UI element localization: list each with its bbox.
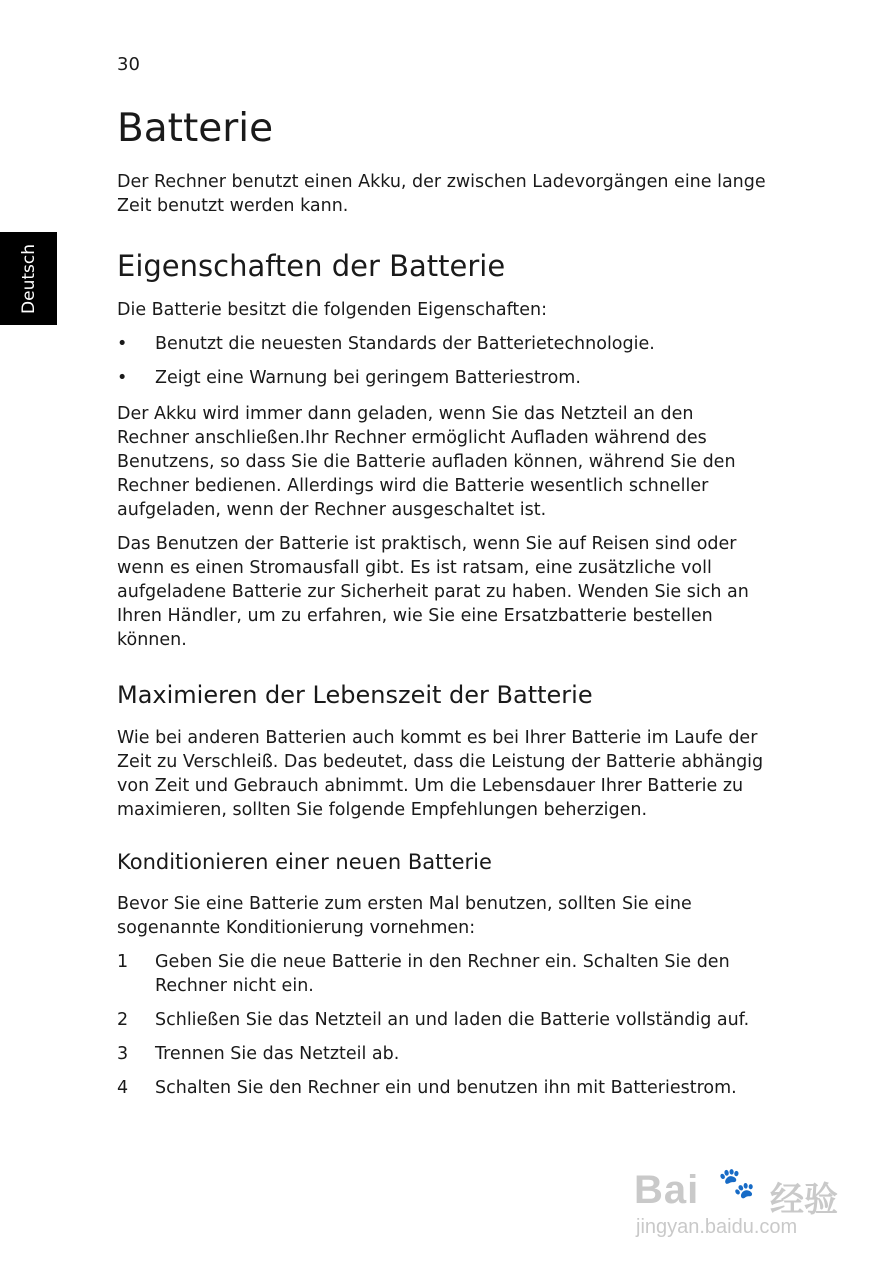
step-number: 2 (117, 1010, 129, 1030)
list-item (117, 366, 767, 390)
step-number: 4 (117, 1078, 129, 1098)
step-number: 1 (117, 952, 129, 972)
conditioning-steps (117, 950, 767, 1100)
list-item (117, 332, 767, 356)
language-tab (0, 232, 57, 325)
watermark-logo-cn: 经验 (770, 1180, 838, 1220)
step-item (117, 1008, 767, 1032)
watermark-logo: Bai (634, 1168, 700, 1212)
conditioning-lead: Bevor Sie eine Batterie zum ersten Mal benutzen, sollten Sie eine sogenannte Konditionierung vornehmen: (117, 894, 692, 938)
paw-icon: 🐾 (718, 1166, 756, 1201)
baidu-watermark (634, 1152, 844, 1252)
step-text: Schließen Sie das Netzteil an und laden die Batterie vollständig auf. (155, 1010, 750, 1030)
properties-list (117, 332, 767, 390)
section-heading-properties: Eigenschaften der Batterie (117, 249, 506, 283)
step-text: Trennen Sie das Netzteil ab. (155, 1044, 400, 1064)
lifetime-paragraph: Wie bei anderen Batterien auch kommt es bei Ihrer Batterie im Laufe der Zeit zu Verschleiß. Das bedeutet, dass die Leistung der Batterie abhängig von Zeit und Gebrauch abnimmt. Um die Lebensdauer Ihrer Batterie zu maximieren, sollten Sie folgende Empfehlungen beherzigen. (117, 728, 764, 820)
bullet-icon: • (117, 334, 128, 354)
intro-paragraph: Der Rechner benutzt einen Akku, der zwischen Ladevorgängen eine lange Zeit benutzt werden kann. (117, 172, 766, 216)
step-number: 3 (117, 1044, 129, 1064)
section-heading-conditioning: Konditionieren einer neuen Batterie (117, 850, 492, 874)
page-title: Batterie (117, 106, 274, 151)
language-tab-label: Deutsch (18, 243, 39, 314)
step-item (117, 950, 767, 998)
step-item (117, 1076, 767, 1100)
step-text: Schalten Sie den Rechner ein und benutzen ihn mit Batteriestrom. (155, 1078, 737, 1098)
section-heading-lifetime: Maximieren der Lebenszeit der Batterie (117, 681, 593, 709)
usage-paragraph: Das Benutzen der Batterie ist praktisch, wenn Sie auf Reisen sind oder wenn es einen Stromausfall gibt. Es ist ratsam, eine zusätzliche voll aufgeladene Batterie zur Sicherheit parat zu haben. Wenden Sie sich an Ihren Händler, um zu erfahren, wie Sie eine Ersatzbatterie bestellen können. (117, 534, 749, 650)
document-body (117, 104, 767, 1112)
step-text: Geben Sie die neue Batterie in den Rechner ein. Schalten Sie den Rechner nicht ein. (155, 952, 730, 996)
charging-paragraph: Der Akku wird immer dann geladen, wenn Sie das Netzteil an den Rechner anschließen.Ihr Rechner ermöglicht Aufladen während des Benutzens, so dass Sie die Batterie aufladen können, während Sie den Rechner bedienen. Allerdings wird die Batterie wesentlich schneller aufgeladen, wenn der Rechner ausgeschaltet ist. (117, 404, 736, 520)
watermark-url: jingyan.baidu.com (636, 1216, 798, 1238)
step-item (117, 1042, 767, 1066)
list-item-text: Benutzt die neuesten Standards der Batterietechnologie. (155, 334, 655, 354)
list-item-text: Zeigt eine Warnung bei geringem Batteriestrom. (155, 368, 581, 388)
page-number: 30 (117, 54, 140, 75)
properties-lead: Die Batterie besitzt die folgenden Eigenschaften: (117, 300, 548, 320)
bullet-icon: • (117, 368, 128, 388)
